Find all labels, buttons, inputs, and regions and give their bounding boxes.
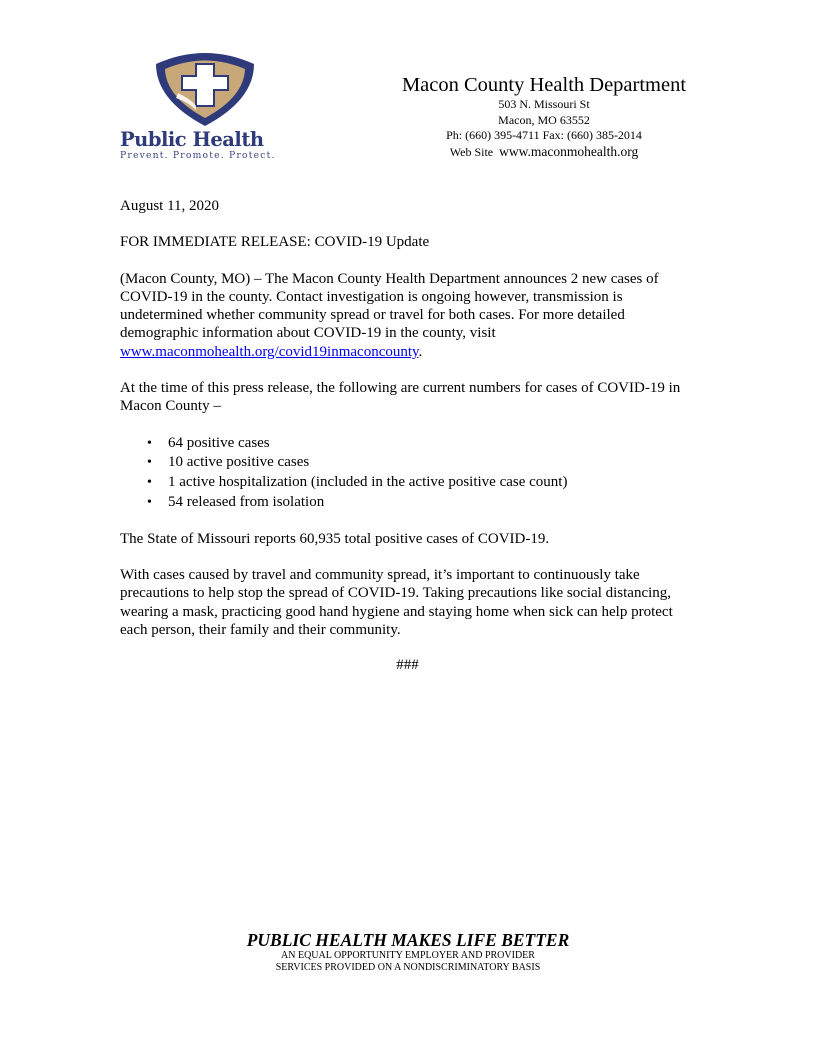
stat-text: 64 positive cases	[168, 434, 270, 451]
release-date: August 11, 2020	[120, 198, 220, 214]
letterhead	[388, 73, 700, 160]
announcement-end: .	[418, 343, 423, 360]
bullet-icon: •	[147, 475, 152, 491]
release-headline: FOR IMMEDIATE RELEASE: COVID-19 Update	[120, 234, 430, 251]
public-health-logo	[120, 50, 290, 162]
footer-slogan: PUBLIC HEALTH MAKES LIFE BETTER	[246, 930, 570, 950]
list-item	[120, 453, 695, 473]
list-item	[120, 473, 695, 493]
stat-text: 10 active positive cases	[168, 454, 310, 471]
bullet-icon: •	[147, 435, 152, 451]
logo-title: Public Health	[120, 128, 264, 151]
press-release-body	[120, 197, 695, 675]
bullet-icon: •	[147, 455, 152, 471]
stat-text: 54 released from isolation	[168, 494, 325, 511]
list-item	[120, 493, 695, 513]
case-numbers-intro: At the time of this press release, the following are current numbers for cases of COVID-19 in Macon County –	[120, 380, 681, 415]
stat-text: 1 active hospitalization (included in the active positive case count)	[168, 474, 568, 491]
logo-tagline: Prevent. Promote. Protect.	[120, 150, 276, 161]
website-line	[388, 144, 700, 161]
phone-fax: Ph: (660) 395-4711 Fax: (660) 385-2014	[446, 128, 642, 142]
announcement-paragraph	[120, 270, 695, 361]
city-address: Macon, MO 63552	[498, 112, 590, 127]
announcement-text: (Macon County, MO) – The Macon County Health Department announces 2 new cases of COVID-19 in the county. Contact investigation is ongoing however, transmission is undetermined whether community spread or travel for both cases. For more detailed demographic information about COVID-19 in the county, visit	[120, 270, 659, 342]
footer-eeo-line: AN EQUAL OPPORTUNITY EMPLOYER AND PROVIDER	[281, 950, 535, 961]
bullet-icon: •	[147, 495, 152, 511]
precautions-paragraph: With cases caused by travel and community spread, it’s important to continuously take precautions to help stop the spread of COVID-19. Taking precautions like social distancing, wearing a mask, practicing good hand hygiene and staying home when sick can help protect each person, their family and their community.	[120, 567, 673, 639]
street-address: 503 N. Missouri St	[498, 97, 590, 111]
case-stats-list	[120, 434, 695, 513]
website-url: www.maconmohealth.org	[499, 143, 639, 159]
organization-name: Macon County Health Department	[401, 74, 687, 96]
website-label: Web Site	[449, 144, 494, 159]
end-mark: ###	[396, 657, 419, 674]
footer	[0, 930, 816, 973]
shield-cross-icon	[152, 50, 258, 128]
footer-nondiscrimination-line: SERVICES PROVIDED ON A NONDISCRIMINATORY BASIS	[275, 961, 541, 973]
state-report: The State of Missouri reports 60,935 total positive cases of COVID-19.	[120, 530, 550, 547]
list-item	[120, 434, 695, 454]
covid-info-link[interactable]: www.maconmohealth.org/covid19inmaconcounty	[120, 343, 419, 360]
